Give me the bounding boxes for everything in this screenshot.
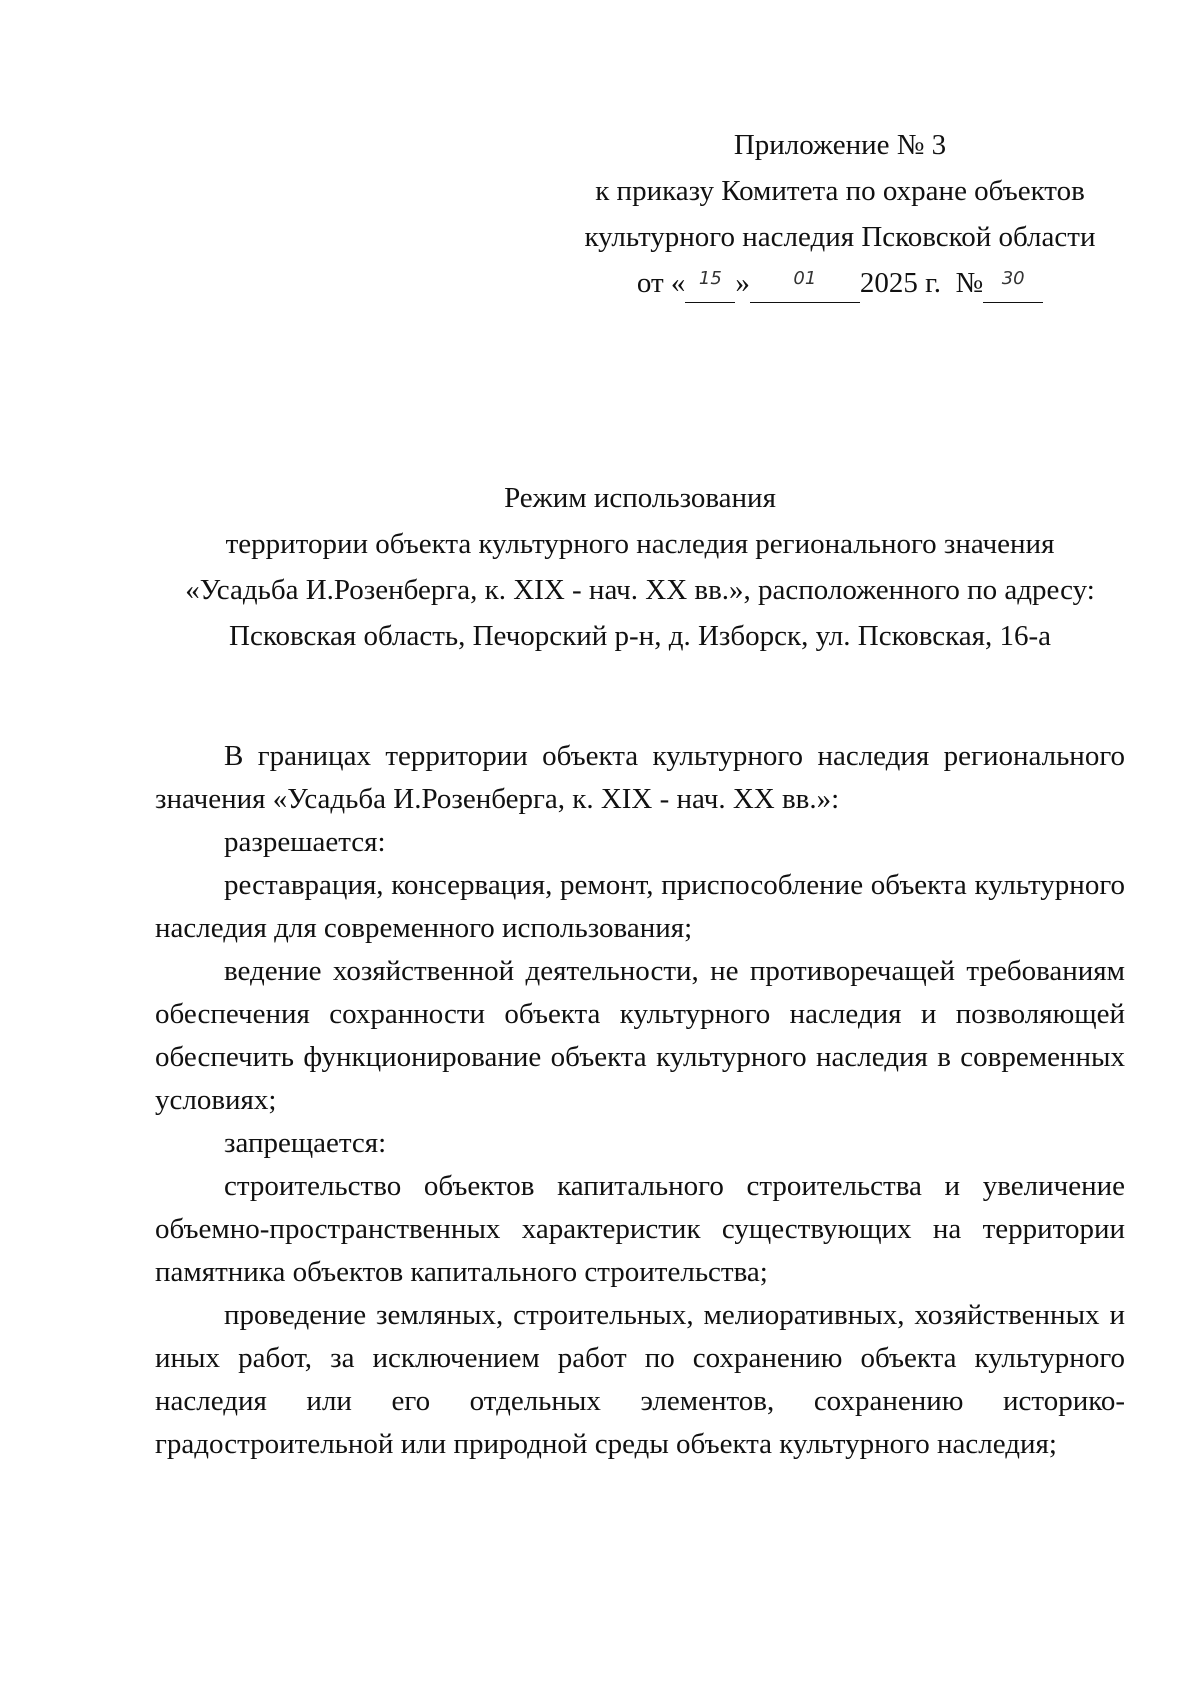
forbidden-item-2: проведение земляных, строительных, мелиоративных, хозяйственных и иных работ, за исключением работ по сохранению объекта культурного наследия или его отдельных элементов, сохранению историко-градостроительной или природной среды объекта культурного наследия; [155, 1299, 1125, 1460]
date-month-field [750, 268, 860, 303]
date-month-handwritten: 01 [793, 268, 817, 289]
order-number-label: № [955, 267, 984, 299]
appendix-committee: культурного наследия Псковской области [584, 221, 1096, 253]
date-prefix: от « [636, 267, 686, 299]
title-line-1: Режим использования [504, 482, 776, 514]
forbidden-item-1: строительство объектов капитального строительства и увеличение объемно-пространственных характеристик существующих на территории памятника объектов капитального строительства; [155, 1170, 1125, 1288]
order-number-handwritten: 30 [1001, 268, 1025, 289]
date-year: 2025 г. [859, 267, 941, 299]
intro-paragraph: В границах территории объекта культурного наследия регионального значения «Усадьба И.Розенберга, к. XIX - нач. XX вв.»: [155, 740, 1125, 815]
title-line-2: территории объекта культурного наследия регионального значения [225, 528, 1055, 560]
allowed-item-2: ведение хозяйственной деятельности, не противоречащей требованиям обеспечения сохранности объекта культурного наследия и позволяющей обеспечить функционирование объекта культурного наследия в современных условиях; [155, 955, 1125, 1116]
forbidden-heading: запрещается: [224, 1127, 387, 1159]
date-day-handwritten: 15 [698, 268, 722, 289]
document-title [140, 475, 1140, 659]
document-body [155, 735, 1125, 1466]
allowed-heading: разрешается: [224, 826, 386, 858]
appendix-header [560, 122, 1120, 306]
title-line-3: «Усадьба И.Розенберга, к. XIX - нач. XX вв.», расположенного по адресу: [185, 574, 1095, 606]
order-number-field [983, 268, 1043, 303]
title-line-4: Псковская область, Печорский р-н, д. Изборск, ул. Псковская, 16-а [229, 620, 1051, 652]
date-day-field [685, 268, 735, 303]
appendix-order-ref: к приказу Комитета по охране объектов [595, 175, 1085, 207]
date-mid: » [735, 267, 750, 299]
order-date-line [560, 260, 1120, 306]
appendix-title: Приложение № 3 [733, 129, 947, 161]
allowed-item-1: реставрация, консервация, ремонт, приспособление объекта культурного наследия для современного использования; [155, 869, 1125, 944]
